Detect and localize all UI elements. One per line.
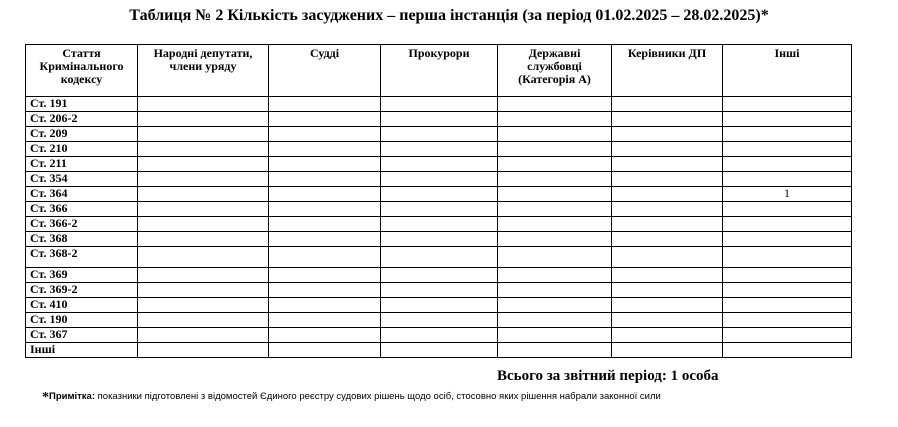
value-cell [723, 157, 852, 172]
table-row [26, 187, 852, 202]
column-header: Судді [269, 45, 381, 97]
value-cell [498, 142, 612, 157]
value-cell [498, 328, 612, 343]
value-cell [381, 172, 498, 187]
article-cell: Інші [26, 343, 138, 358]
value-cell [269, 187, 381, 202]
value-cell [498, 232, 612, 247]
table-row [26, 328, 852, 343]
article-cell: Ст. 191 [26, 97, 138, 112]
value-cell [498, 172, 612, 187]
value-cell [612, 112, 723, 127]
value-cell [498, 157, 612, 172]
value-cell [498, 343, 612, 358]
column-header: Прокурори [381, 45, 498, 97]
value-cell [138, 127, 269, 142]
value-cell [381, 343, 498, 358]
article-cell: Ст. 368-2 [26, 247, 138, 268]
value-cell [269, 283, 381, 298]
footnote [42, 390, 661, 406]
value-cell [138, 313, 269, 328]
value-cell [612, 298, 723, 313]
column-header: Стаття Кримінального кодексу [26, 45, 138, 97]
article-cell: Ст. 210 [26, 142, 138, 157]
table-row [26, 157, 852, 172]
value-cell [138, 157, 269, 172]
table-row [26, 283, 852, 298]
table-row [26, 202, 852, 217]
value-cell [612, 172, 723, 187]
value-cell [612, 343, 723, 358]
value-cell [138, 328, 269, 343]
value-cell [138, 268, 269, 283]
value-cell [269, 202, 381, 217]
value-cell [612, 127, 723, 142]
value-cell [723, 112, 852, 127]
value-cell [612, 217, 723, 232]
article-cell: Ст. 209 [26, 127, 138, 142]
table-row [26, 97, 852, 112]
value-cell [498, 298, 612, 313]
column-header: Народні депутати, члени уряду [138, 45, 269, 97]
value-cell [381, 313, 498, 328]
table-row [26, 268, 852, 283]
value-cell [498, 112, 612, 127]
value-cell [381, 202, 498, 217]
value-cell [612, 268, 723, 283]
value-cell [498, 217, 612, 232]
table-row [26, 217, 852, 232]
column-header: Інші [723, 45, 852, 97]
value-cell [269, 97, 381, 112]
value-cell [612, 187, 723, 202]
value-cell [381, 247, 498, 268]
footnote-text: показники підготовлені з відомостей Єдиного реєстру судових рішень щодо осіб, стосовно яких рішення набрали законної сили [95, 391, 661, 402]
value-cell [269, 172, 381, 187]
table-row [26, 298, 852, 313]
value-cell [269, 343, 381, 358]
table-row [26, 343, 852, 358]
article-cell: Ст. 366-2 [26, 217, 138, 232]
value-cell [381, 328, 498, 343]
value-cell [612, 142, 723, 157]
value-cell [269, 127, 381, 142]
value-cell [269, 142, 381, 157]
table-row [26, 172, 852, 187]
value-cell [723, 313, 852, 328]
value-cell [138, 217, 269, 232]
value-cell [612, 157, 723, 172]
value-cell [381, 298, 498, 313]
value-cell [269, 157, 381, 172]
article-cell: Ст. 410 [26, 298, 138, 313]
value-cell [381, 187, 498, 202]
value-cell [498, 127, 612, 142]
value-cell [138, 232, 269, 247]
article-cell: Ст. 366 [26, 202, 138, 217]
value-cell [723, 127, 852, 142]
header-row [26, 45, 852, 97]
table-title: Таблиця № 2 Кількість засуджених – перша інстанція (за період 01.02.2025 – 28.02.2025)* [129, 7, 769, 24]
value-cell [723, 247, 852, 268]
total-summary: Всього за звітний період: 1 особа [497, 368, 719, 384]
value-cell [723, 172, 852, 187]
value-cell [138, 112, 269, 127]
table-row [26, 127, 852, 142]
value-cell [723, 283, 852, 298]
article-cell: Ст. 364 [26, 187, 138, 202]
value-cell [381, 232, 498, 247]
value-cell [269, 328, 381, 343]
article-cell: Ст. 354 [26, 172, 138, 187]
value-cell [269, 247, 381, 268]
value-cell [381, 268, 498, 283]
value-cell [138, 142, 269, 157]
value-cell [138, 202, 269, 217]
value-cell [269, 112, 381, 127]
value-cell [723, 343, 852, 358]
value-cell [381, 157, 498, 172]
article-cell: Ст. 369 [26, 268, 138, 283]
value-cell [498, 202, 612, 217]
value-cell: 1 [723, 187, 852, 202]
value-cell [723, 217, 852, 232]
value-cell [381, 283, 498, 298]
value-cell [723, 142, 852, 157]
value-cell [381, 142, 498, 157]
value-cell [381, 217, 498, 232]
value-cell [138, 283, 269, 298]
value-cell [612, 202, 723, 217]
value-cell [381, 97, 498, 112]
value-cell [723, 298, 852, 313]
footnote-asterisk: * [42, 390, 49, 405]
value-cell [498, 97, 612, 112]
value-cell [269, 232, 381, 247]
value-cell [498, 187, 612, 202]
table-row [26, 112, 852, 127]
value-cell [498, 283, 612, 298]
value-cell [138, 172, 269, 187]
table-row [26, 232, 852, 247]
value-cell [498, 313, 612, 328]
article-cell: Ст. 368 [26, 232, 138, 247]
value-cell [269, 298, 381, 313]
column-header: Керівники ДП [612, 45, 723, 97]
column-header: Державні службовці (Категорія А) [498, 45, 612, 97]
value-cell [723, 232, 852, 247]
article-cell: Ст. 211 [26, 157, 138, 172]
table-row [26, 142, 852, 157]
value-cell [612, 283, 723, 298]
value-cell [612, 97, 723, 112]
article-cell: Ст. 190 [26, 313, 138, 328]
value-cell [138, 97, 269, 112]
footnote-label: Примітка: [49, 391, 95, 402]
value-cell [723, 202, 852, 217]
article-cell: Ст. 206-2 [26, 112, 138, 127]
table-row [26, 313, 852, 328]
value-cell [612, 232, 723, 247]
value-cell [612, 328, 723, 343]
value-cell [138, 343, 269, 358]
value-cell [612, 313, 723, 328]
value-cell [269, 313, 381, 328]
value-cell [381, 112, 498, 127]
value-cell [138, 298, 269, 313]
value-cell [269, 217, 381, 232]
value-cell [269, 268, 381, 283]
value-cell [723, 328, 852, 343]
article-cell: Ст. 367 [26, 328, 138, 343]
table-row [26, 247, 852, 268]
article-cell: Ст. 369-2 [26, 283, 138, 298]
value-cell [381, 127, 498, 142]
convictions-table [25, 44, 852, 358]
value-cell [723, 97, 852, 112]
value-cell [723, 268, 852, 283]
value-cell [498, 268, 612, 283]
value-cell [138, 187, 269, 202]
value-cell [138, 247, 269, 268]
value-cell [612, 247, 723, 268]
value-cell [498, 247, 612, 268]
